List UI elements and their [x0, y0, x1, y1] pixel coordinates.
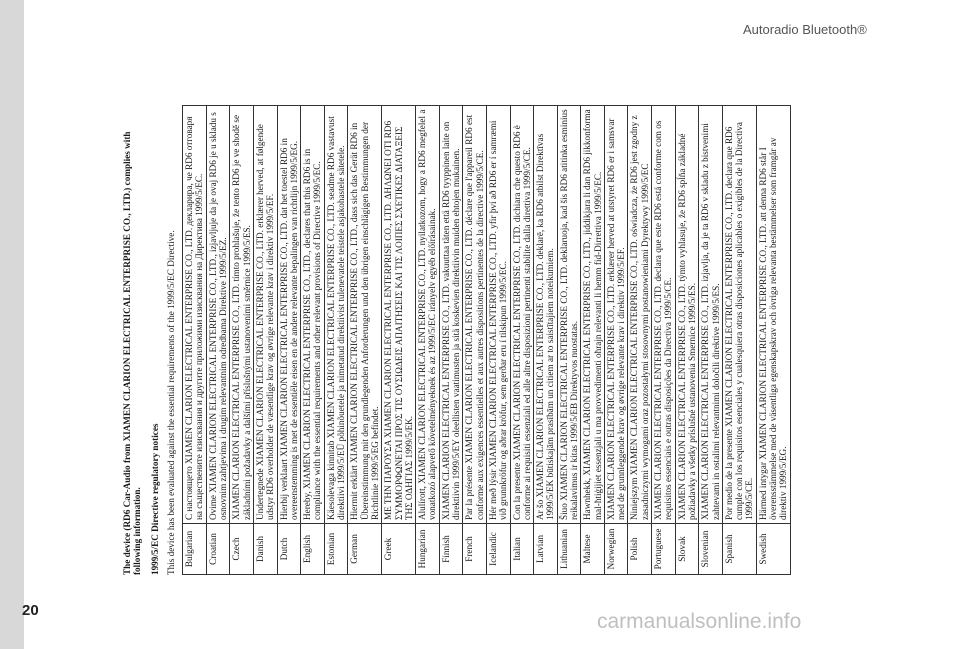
language-cell: Hungarian: [416, 524, 440, 575]
declaration-cell: С настоящето XIAMEN CLARION ELECTRICAL ENTERPRISE CO., LTD. декларира, че RD6 отговаря на съществените изисквания и другите приложими изисквания на Директива 1999/5/ЕС.: [183, 106, 207, 524]
language-cell: Spanish: [722, 524, 756, 575]
declaration-cell: Ovime XIAMEN CLARION ELECTRICAL ENTERPRISE CO., LTD., izjavljuje da je ovaj RD6 je u skladu s osnovnim zahtjevima i drugim relevantnim odredbama Direktive 1999/5/EZ.: [206, 106, 230, 524]
language-cell: Estonian: [324, 524, 348, 575]
table-row: [301, 106, 325, 575]
table-row: [675, 106, 699, 575]
table-row: [652, 106, 676, 575]
table-row: [699, 106, 723, 575]
declaration-cell: Hér með lýsir XIAMEN CLARION ELECTRICAL ENTERPRISE CO., LTD. yfir því að RD6 er í samræmi við grunnkröfur og aðrar kröfur, sem gerðar eru í tilskipun 1999/5/EC.: [486, 106, 510, 524]
table-row: [206, 106, 230, 575]
declaration-cell: Niniejszym XIAMEN CLARION ELECTRICAL ENTERPRISE CO., LTD. oświadcza, że RD6 jest zgodny z zasadniczymi wymogami oraz pozostałymi stosownymi postanowieniami Dyrektywy 1999/5/EC: [628, 106, 652, 524]
device-compliance-intro: The device (RD6 Car-Audio from XIAMEN CLARION ELECTRICAL ENTERPRISE CO., LTD.) complies with following information.: [122, 131, 143, 575]
language-cell: Croatian: [206, 524, 230, 575]
left-margin-bar: [0, 0, 24, 649]
table-row: [510, 106, 534, 575]
declaration-cell: Hiermit erklärt XIAMEN CLARION ELECTRICAL ENTERPRISE CO., LTD., dass sich das Gerät RD6 in Übereinstimmung mit den grundlegenden Anforderungen und den übrigen einschlägigen Bestimmungen der Richtlinie 1999/5/EG befindet.: [348, 106, 382, 524]
language-cell: German: [348, 524, 382, 575]
declaration-cell: Härmed intygar XIAMEN CLARION ELECTRICAL ENTERPRISE CO., LTD. att denna RD6 står I överensstämmelse med de väsentliga egenskapskrav och övriga relevanta bestämmelser som framgår av direktiv 1999/5/EG.: [756, 106, 790, 524]
table-row: [486, 106, 510, 575]
language-cell: Latvian: [534, 524, 558, 575]
table-row: [756, 106, 790, 575]
declaration-cell: XIAMEN CLARION ELECTRICAL ENTERPRISE CO., LTD. tímto prohlašuje, že tento RD6 je ve shodě se základními požadavky a dalšími příslušnými ustanoveními směrnice 1999/5/ES.: [230, 106, 254, 524]
language-cell: Maltese: [581, 524, 605, 575]
table-row: [463, 106, 487, 575]
declaration-cell: XIAMEN CLARION ELECTRICAL ENTERPRISE CO., LTD. týmto vyhlasuje, že RD6 spĺňa základné požiadavky a všetky príslušné ustanovenia Smernice 1999/5/ES.: [675, 106, 699, 524]
declaration-cell: Alulírott, XIAMEN CLARION ELECTRICAL ENTERPRISE CO., LTD. nyilatkozom, hogy a RD6 megfelel a vonatkozó alapvető követelményeknek és az 1999/5/EC irányelv egyéb előírásainak.: [416, 106, 440, 524]
language-cell: Finnish: [439, 524, 463, 575]
section-header-title: Autoradio Bluetooth®: [743, 22, 867, 37]
language-cell: Lithuanian: [557, 524, 581, 575]
language-cell: Italian: [510, 524, 534, 575]
language-cell: French: [463, 524, 487, 575]
table-row: [534, 106, 558, 575]
table-row: [604, 106, 628, 575]
declaration-cell: Ar šo XIAMEN CLARION ELECTRICAL ENTERPRISE CO., LTD. deklarē, ka RD6 atbilst Direktīvas 1999/5/EK būtiskajām prasībām un citiem ar to saistītajiem noteikumiem.: [534, 106, 558, 524]
language-cell: Portuguese: [652, 524, 676, 575]
table-row: [416, 106, 440, 575]
language-cell: Bulgarian: [183, 524, 207, 575]
declaration-cell: XIAMEN CLARION ELECTRICAL ENTERPRISE CO., LTD. vakuuttaa täten että RD6 tyyppinen laite on direktiivin 1999/5/EY oleellisten vaatimusten ja sitä koskevien direktiivin muiden ehtojen mukainen.: [439, 106, 463, 524]
declaration-cell: XIAMEN CLARION ELECTRICAL ENTERPRISE CO., LTD. izjavlja, da je ta RD6 v skladu z bistvenimi zahtevami in ostalimi relevantnimi določili direktive 1999/5/ES.: [699, 106, 723, 524]
language-cell: Swedish: [756, 524, 790, 575]
table-row: [628, 106, 652, 575]
language-cell: Slovenian: [699, 524, 723, 575]
table-row: [183, 106, 207, 575]
language-cell: Icelandic: [486, 524, 510, 575]
table-row: [557, 106, 581, 575]
declaration-cell: Con la presente XIAMEN CLARION ELECTRICAL ENTERPRISE CO., LTD. dichiara che questo RD6 è conforme ai requisiti essenziali ed alle altre disposizioni pertinenti stabilite dalla direttiva 1999/5/CE.: [510, 106, 534, 524]
page-number: 20: [22, 602, 39, 619]
table-row: [581, 106, 605, 575]
language-cell: Czech: [230, 524, 254, 575]
declaration-cell: Käesolevaga kinnitab XIAMEN CLARION ELECTRICAL ENTERPRISE CO., LTD. seadme RD6 vastavust direktiivi 1999/5/EÜ põhinõuetele ja nimetatud direktiivist tulenevatele teistele asjakohastele sätetele.: [324, 106, 348, 524]
declaration-cell: Hawnhekk, XIAMEN CLARION ELECTRICAL ENTERPRISE CO., LTD., jiddikjara li dan RD6 jikkonforma mal-ħtiġijiet essenzjali u ma provvedimenti oħrajn relevanti li hemm fid-Dirrettiva 1999/5/EC.: [581, 106, 605, 524]
declaration-cell: Hierbij verklaart XIAMEN CLARION ELECTRICAL ENTERPRISE CO., LTD. dat het toestel RD6 in overeenstemming is met de essentiële eisen en de andere relevante bepalingen van richtlijn 1999/5/EG.: [277, 106, 301, 524]
language-cell: Dutch: [277, 524, 301, 575]
table-row: [348, 106, 382, 575]
table-row: [230, 106, 254, 575]
table-row: [253, 106, 277, 575]
declaration-table: [182, 105, 790, 575]
table-row: [722, 106, 756, 575]
language-cell: Slovak: [675, 524, 699, 575]
declaration-cell: Par la présente XIAMEN CLARION ELECTRICAL ENTERPRISE CO., LTD. déclare que l'appareil RD6 est conforme aux exigences essentielles et aux autres dispositions pertinentes de la directive 1999/5/CE.: [463, 106, 487, 524]
declaration-cell: Šiuo XIAMEN CLARION ELECTRICAL ENTERPRISE CO., LTD. deklaruoja, kad šis RD6 atitinka esminius reikalavimus ir kitas 1999/5/EB Direktyvos nuostatas.: [557, 106, 581, 524]
language-cell: Greek: [382, 524, 416, 575]
declaration-cell: XIAMEN CLARION ELECTRICAL ENTERPRISE CO., LTD. erklærer herved at utstyret RD6 er i samsvar med de grunnleggende krav og øvrige relevante krav i direktiv 1999/5/EF.: [604, 106, 628, 524]
language-cell: English: [301, 524, 325, 575]
declaration-cell: Por medio de la presente XIAMEN CLARION ELECTRICAL ENTERPRISE CO., LTD. declara que RD6 cumple con los requisitos esenciales y cualesquiera otras disposiciones aplicables o exigibles de la Directiva 1999/5/CE.: [722, 106, 756, 524]
declaration-cell: Hereby, XIAMEN CLARION ELECTRICAL ENTERPRISE CO., LTD., declares that this RD6 is in compliance with the essential requirements and other relevant provisions of Directive 1999/5/EC.: [301, 106, 325, 524]
table-row: [382, 106, 416, 575]
table-row: [277, 106, 301, 575]
watermark: carmanualsonline.info: [597, 610, 802, 633]
directive-title: 1999/5/EC Directive regulatory notices: [149, 423, 160, 575]
regulatory-document: [122, 105, 857, 575]
directive-intro: This device has been evaluated against the essential requirements of the 1999/5/EC Directive.: [165, 230, 176, 575]
language-cell: Danish: [253, 524, 277, 575]
declaration-cell: ΜΕ ΤΗΝ ΠΑΡΟΥΣΑ XIAMEN CLARION ELECTRICAL ENTERPRISE CO., LTD. ΔΗΛΩΝΕΙ ΟΤΙ RD6 ΣΥΜΜΟΡΦΩΝΕΤΑΙ ΠΡΟΣ ΤΙΣ ΟΥΣΙΩΔΕΙΣ ΑΠΑΙΤΗΣΕΙΣ ΚΑΙ ΤΙΣ ΛΟΙΠΕΣ ΣΧΕΤΙΚΕΣ ΔΙΑΤΑΞΕΙΣ ΤΗΣ ΟΔΗΓΙΑΣ 1999/5/ΕΚ.: [382, 106, 416, 524]
table-row: [439, 106, 463, 575]
table-row: [324, 106, 348, 575]
declaration-cell: Undertegnede XIAMEN CLARION ELECTRICAL ENTERPRISE CO., LTD. erklærer herved, at følgende udstyr RD6 overholder de væsentlige krav og øvrige relevante krav i direktiv 1999/5/EF.: [253, 106, 277, 524]
language-cell: Polish: [628, 524, 652, 575]
declaration-cell: XIAMEN CLARION ELECTRICAL ENTERPRISE CO., LTD. declara que este RD6 está conforme com os requisitos essenciais e outras disposições da Directiva 1999/5/CE.: [652, 106, 676, 524]
language-cell: Norwegian: [604, 524, 628, 575]
